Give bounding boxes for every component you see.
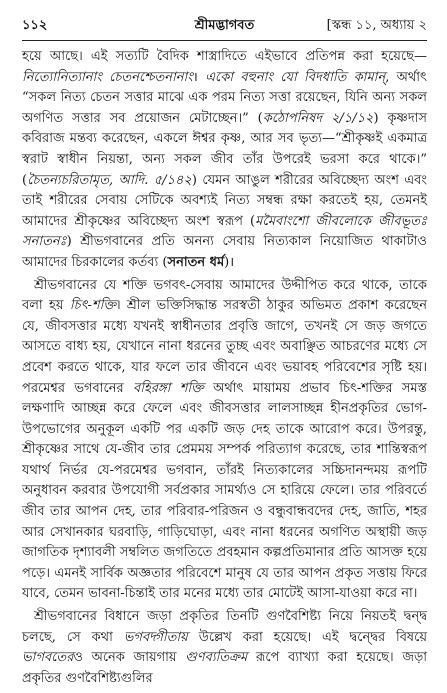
p1-run-1-italic: নিত্যোনিত্যানাং চেতনশ্চেতনানাং xyxy=(22,69,193,85)
p1-run-7-italic: চৈতন্যচরিতামৃত, আদি. ৫/১৪২ xyxy=(27,172,192,188)
page-number: ১১২ xyxy=(22,18,48,33)
p1-run-9-italic: মমৈবাংশো জীবলোকে জীবভূতঃ সনাতনঃ xyxy=(22,213,427,250)
p3-run-1-italic: ভগবদ্গীতায় xyxy=(123,629,188,645)
p1-run-11-bold: সনাতন ধর্ম xyxy=(167,254,225,270)
book-title: শ্রীমদ্ভাগবত xyxy=(194,18,255,33)
p1-run-8: ) যেমন আঙুল শরীরের অবিচ্ছেদ্য অংশ এবং তাই শরীরের সেবায় সেটিকে অবশ্যই নিত্য সম্বন্ধ রক্ষা করতেই হয়, তেমনই আমাদের শ্রীকৃষ্ণের অবিচ্ছেদ্য অংশ স্বরূপ ( xyxy=(22,172,427,229)
p1-run-10: ) শ্রীভগবানের প্রতি অনন্য সেবায় নিত্যকাল নিয়োজিত থাকাটাও আমাদের চিরকালের কর্তব্য ( xyxy=(22,234,427,270)
paragraph-3 xyxy=(22,607,427,689)
p3-run-6: রূপে ব্যাখ্যা করা হয়েছে। জড়া প্রকৃতির গুণবৈশিষ্ট্যগুলির xyxy=(22,650,428,686)
p3-run-4: ও অনেক জায়গায় xyxy=(73,650,186,666)
p1-run-5-italic: কঠোপনিষদ ২/১/১২ xyxy=(262,110,374,126)
p2-run-0: শ্রীভগবানের যে শক্তি ভগবৎ-সেবায় আমাদের উদ্দীপিত করে থাকে, তাকে বলা হয় xyxy=(22,277,427,314)
p2-run-2: । শ্রীল ভক্তিসিদ্ধান্ত সরস্বতী ঠাকুর অভিমত প্রকাশ করেছেন যে, জীবসত্তার মধ্যে যখনই স্বাধীনতার প্রবৃত্তি জাগে, তখনই সে জড় জগতে আসতে বাধ্য হয়, যেখানে নানা ধরনের তুচ্ছ এবং অবাঞ্ছিত আচরণের মধ্যে সে প্রবেশ করতে থাকে, যার ফলে তার জীবনে এবং ভয়াবহ পরিবেশের সৃষ্টি হয়। পরমেশ্বর ভগবানের xyxy=(22,298,427,396)
p1-run-0: হয়ে আছে। এই সত্যটি বৈদিক শাস্ত্রাদিতে এইভাবে প্রতিপন্ন করা হয়েছে— xyxy=(22,49,427,64)
chapter-reference: [স্কন্ধ ১১, অধ্যায় ২ xyxy=(326,18,427,33)
paragraph-1 xyxy=(22,47,427,274)
p3-run-2: উল্লেখ করা হয়েছে। এই দ্বন্দ্বের বিষয়ে xyxy=(187,629,427,645)
p2-run-4: অর্থাৎ মায়াময় প্রভাব চিৎ-শক্তির সমস্ত লক্ষণাদি আচ্ছন্ন করে ফেলে এবং জীবসত্তার লালসাচ্ছন্ন হীনপ্রকৃতির ভোগ-উপভোগের অনুকূল একটি পর একটি জড় দেহ তাকে আরোপ করে। উপরন্তু, শ্রীকৃষ্ণের সাথে যে-জীব তার প্রেমময় সম্পর্ক পরিত্যাগ করেছে, তার শান্তিস্বরূপ যথার্থ নির্ভর যে-পরমেশ্বর ভগবান, তাঁরই নিত্যকালের সচ্চিদানন্দময় রূপটি অনুধাবন করবার উপযোগী সর্বপ্রকার সামর্থ্যও সে হারিয়ে ফেলে। তার পরিবর্তে জীব তার আপন দেহ, তার পরিবার-পরিজন ও বন্ধুবান্ধবদের দেহ, জাতি, শহর আর সেখানকার ঘরবাড়ি, গাড়িঘোড়া, এবং নানা ধরনের অগণিত অস্থায়ী জড় জাগতিক দৃশ্যাবলী সম্বলিত জগতিতে প্রবহমান কল্পপ্রতিমানার প্রতি আসক্ত হয়ে পড়ে। এমনই সার্বিক অজ্ঞতার পরিবেশে মানুষ যে তার আপন প্রকৃত সত্তায় ফিরে যাবে, তেমন ভাবনা-চিন্তাই তার মনের মধ্যে তার মোটেই আসা-যাওয়া করে না। xyxy=(22,380,427,602)
p2-run-3-italic: বহিরঙ্গা শক্তি xyxy=(133,380,204,396)
p3-run-0: শ্রীভগবানের বিধানে জড়া প্রকৃতির তিনটি গুণবৈশিষ্ট্য নিয়ে নিয়তই দ্বন্দ্ব চলছে, সে কথা xyxy=(22,609,427,645)
p1-run-3-italic: একো বহুনাং যো বিদধাতি কামান্ xyxy=(205,69,386,85)
paragraph-2 xyxy=(22,276,427,606)
p1-run-6: ) কৃষ্ণদাস কবিরাজ মন্তব্য করেছেন, একলে ঈশ্বর কৃষ্ণ, আর সব ভৃত্য—“শ্রীকৃষ্ণই একমাত্র স্বরাট স্বাধীন নিয়ন্তা, অন্য সকল জীব তাঁর উপরেই ভরসা করে থাকে।” ( xyxy=(22,110,427,188)
p1-run-12: )। xyxy=(224,254,235,270)
p1-run-4: , অর্থাৎ “সকল নিত্য চেতন সত্তার মাঝে এক পরম নিত্য সত্তা রয়েছেন, যিনি অন্য সকল অগণিত সত্তার সব প্রয়োজন মেটাচ্ছেন।” ( xyxy=(22,69,427,126)
p3-run-5-italic: গুণব্যতিক্রম xyxy=(185,650,248,666)
page-body xyxy=(22,47,427,689)
p2-run-1-italic: চিৎ-শক্তি xyxy=(69,298,116,314)
p3-run-3-italic: ভাগবতের xyxy=(22,650,74,666)
p1-run-2: । xyxy=(192,69,206,85)
header-rule xyxy=(22,40,427,41)
page-header xyxy=(22,14,427,36)
